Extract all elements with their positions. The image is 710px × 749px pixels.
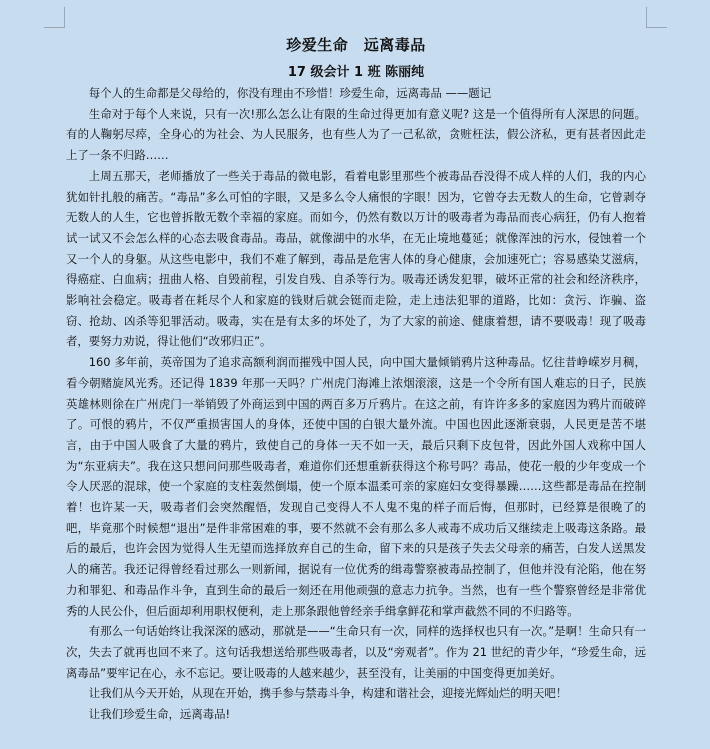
document-title: 珍爱生命 远离毒品 — [286, 36, 426, 54]
paragraph-intro: 生命对于每个人来说，只有一次!那么怎么让有限的生命过得更加有意义呢? 这是一个值得所有人深思的问题。有的人鞠躬尽瘁，全身心的为社会、为人民服务，也有些人为了一己私欲，贪赃枉法，假公济私，更有甚者因此走上了一条不归路…… — [66, 106, 646, 163]
paragraph-film-reflection: 上周五那天，老师播放了一些关于毒品的微电影，看着电影里那些个被毒品吞没得不成人样的人们，我的内心犹如针扎般的痛苦。“毒品”多么可怕的字眼，又是多么令人痛恨的字眼！因为，它曾夺去无数人的生命，它曾剥夺无数人的人生，它也曾拆散无数个幸福的家庭。而如今，仍然有数以万计的吸毒者为毒品而丧心病狂，仍有人抱着试一试又不会怎么样的心态去吸食毒品。毒品，就像湖中的水华，在无止境地蔓延；就像浑浊的污水，侵蚀着一个又一个人的身躯。从这些电影中，我们不难了解到，毒品是危害人体的身心健康，会加速死亡；容易感染艾滋病，得癌症、白血病；扭曲人格、自毁前程，引发自残、自杀等行为。吸毒还诱发犯罪，破坏正常的社会和经济秩序，影响社会稳定。吸毒者在耗尽个人和家庭的钱财后就会铤而走险，走上违法犯罪的道路，比如：贪污、诈骗、盗窃、抢劫、凶杀等犯罪活动。吸毒，实在是有太多的坏处了，为了大家的前途、健康着想，请不要吸毒！现了吸毒者，要努力劝说，得让他们“改邪归正”。 — [66, 168, 646, 349]
document-author: 17 级会计 1 班 陈丽纯 — [287, 65, 425, 80]
paragraph-quote: 有那么一句话始终让我深深的感动，那就是——“生命只有一次，同样的选择权也只有一次。”是啊！生命只有一次，失去了就再也回不来了。这句话我想送给那些吸毒者，以及“旁观者”。作为 21 世纪的青少年，“珍爱生命，远离毒品”要牢记在心，永不忘记。要让吸毒的人越来越少，甚至没有，让美丽的中国变得更加美好。 — [66, 624, 646, 680]
document-body — [66, 34, 646, 725]
paragraph-call-to-action: 让我们从今天开始，从现在开始，携手参与禁毒斗争，构建和谐社会，迎接光辉灿烂的明天吧！ — [88, 686, 568, 701]
paragraph-closing: 让我们珍爱生命，远离毒品! — [88, 707, 231, 722]
page-corner-mark-top-left — [44, 7, 65, 28]
paragraph-epigraph: 每个人的生命都是父母给的，你没有理由不珍惜！珍爱生命，远离毒品 ——题记 — [88, 86, 492, 100]
page-corner-mark-top-right — [646, 7, 667, 28]
paragraph-history: 160 多年前，英帝国为了追求高额利润而摧残中国人民，向中国大量倾销鸦片这种毒品。忆往昔峥嵘岁月稠，看今朝赌旋风光秀。还记得 1839 年那一天吗？广州虎门海滩上浓烟滚滚，这是一个令所有国人难忘的日子，民族英雄林则徐在广州虎门一举销毁了外商运到中国的两百多万斤鸦片。在这之前，有许许多多的家庭因为鸦片而破碎了。可恨的鸦片，不仅严重损害国人的身体，还使中国的白银大量外流。中国也因此逐渐衰弱，人民更是苦不堪言，由于中国人吸食了大量的鸦片，致使自己的身体一天不如一天，最后只剩下皮包骨，因此外国人戏称中国人为“东亚病夫”。我在这只想问问那些吸毒者，难道你们还想重新获得这个称号吗？毒品，使花一般的少年变成一个令人厌恶的混球，使一个家庭的支柱轰然倒塌，使一个原本温柔可亲的家庭妇女变得暴躁……这些都是毒品在控制着！也许某一天，吸毒者们会突然醒悟，发现自己变得人不人鬼不鬼的样子而后悔，但那时，已经算是很晚了的吧，毕竟那个时候想“退出”是件非常困难的事，要不然就不会有那么多人戒毒不成功后又继续走上吸毒这条路。最后的最后，也许会因为觉得人生无望而选择放弃自己的生命，留下来的只是孩子失去父母亲的痛苦，白发人送黑发人的痛苦。我还记得曾经看过那么一则新闻，据说有一位优秀的缉毒警察被毒品控制了，但他并没有沦陷，他在努力和罪犯、和毒品作斗争，直到生命的最后一刻还在用他顽强的意志力抗争。当然，也有一些个警察曾经是非常优秀的人民公仆，但后面却利用职权便利，走上那条跟他曾经亲手缉拿鲜花和掌声截然不同的不归路等。 — [66, 355, 646, 618]
